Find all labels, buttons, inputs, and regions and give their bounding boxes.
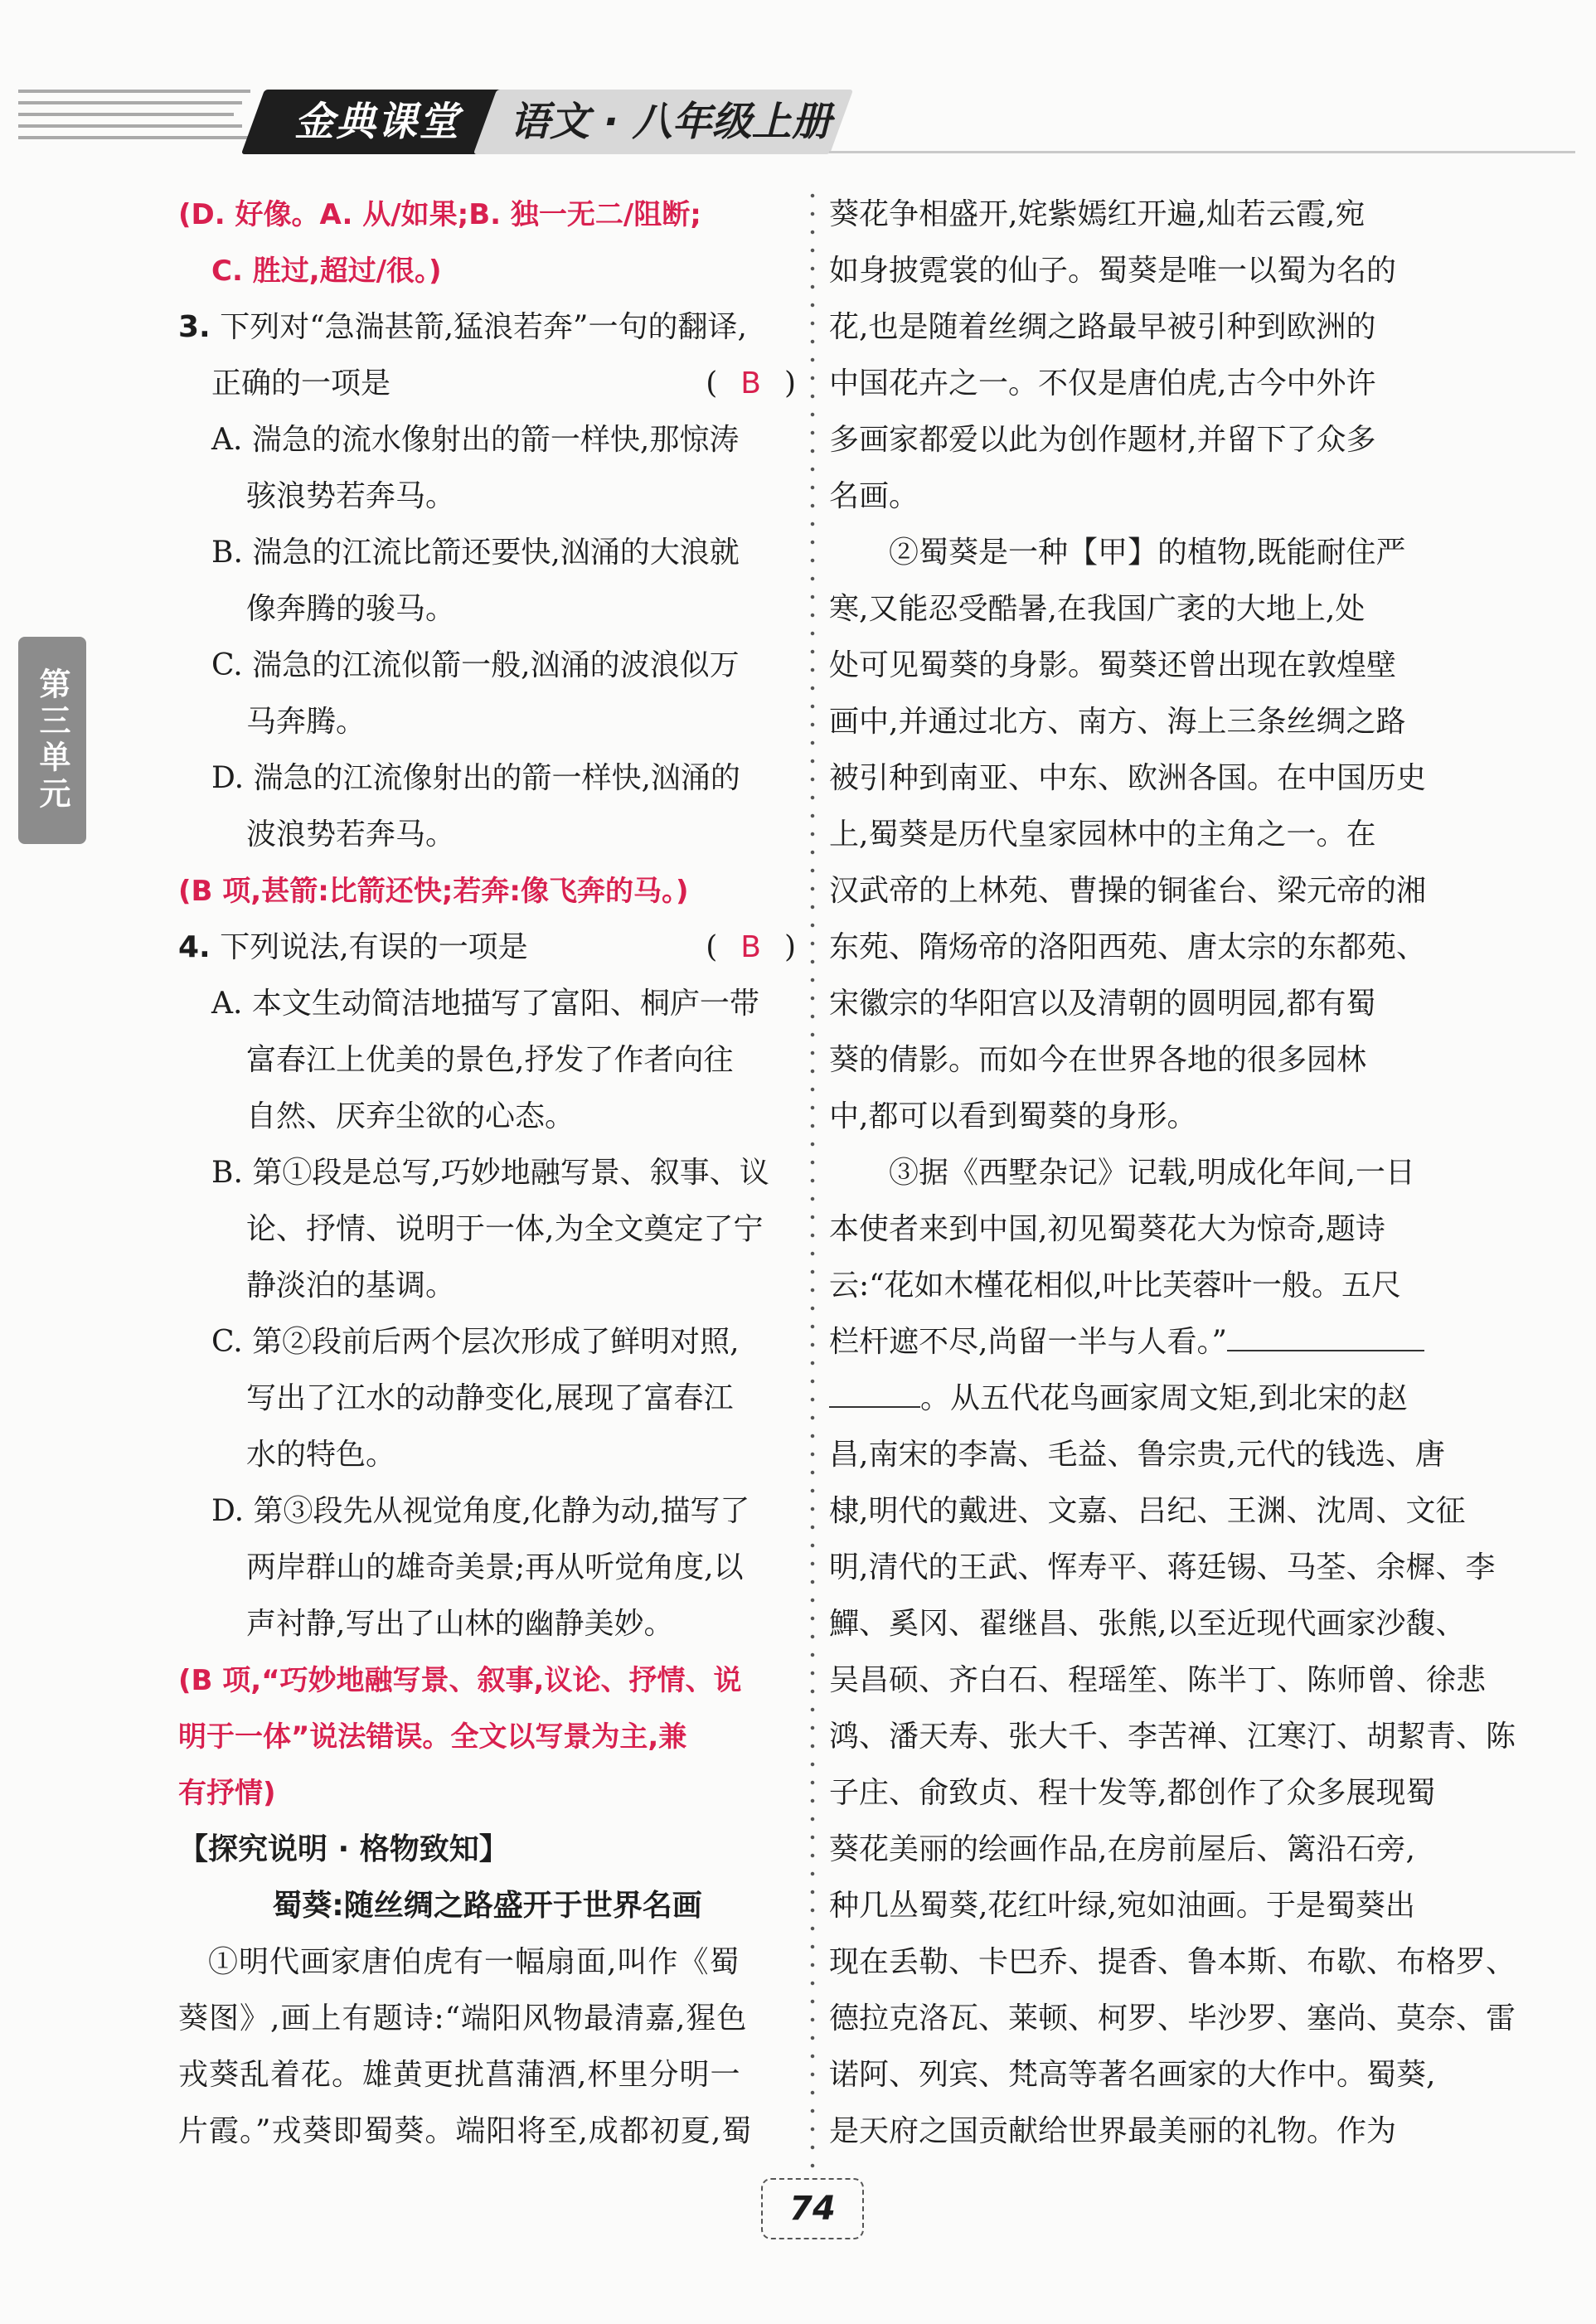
answer-note: 明于一体”说法错误。全文以写景为主,兼 [178, 1720, 687, 1754]
option-b-cont: 论、抒情、说明于一体,为全文奠定了宁 [246, 1212, 764, 1246]
text-line: 处可见蜀葵的身影。蜀葵还曾出现在敦煌壁 [829, 648, 1397, 682]
option-a: A. 本文生动简洁地描写了富阳、桐庐一带 [211, 987, 759, 1021]
option-d: D. 第③段先从视觉角度,化静为动,描写了 [211, 1494, 750, 1528]
text-line: 是天府之国贡献给世界最美丽的礼物。作为 [829, 2114, 1397, 2148]
text-line: 现在丢勒、卡巴乔、提香、鲁本斯、布歇、布格罗、 [829, 1945, 1516, 1979]
option-d: D. 湍急的江流像射出的箭一样快,汹涌的 [211, 761, 740, 795]
option-c: C. 湍急的江流似箭一般,汹涌的波浪似万 [211, 648, 740, 682]
option-a-cont: 富春江上优美的景色,抒发了作者向往 [246, 1043, 734, 1077]
option-d-cont: 两岸群山的雄奇美景;再从听觉角度,以 [246, 1550, 744, 1584]
text-line: 中国花卉之一。不仅是唐伯虎,古今中外许 [829, 366, 1376, 400]
right-column [829, 187, 1516, 2160]
question-number: 4. [178, 930, 211, 964]
question-stem: 下列对“急湍甚箭,猛浪若奔”一句的翻译, [220, 310, 747, 344]
text-line: 鱓、奚冈、翟继昌、张熊,以至近现代画家沙馥、 [829, 1607, 1466, 1641]
text-line: ①明代画家唐伯虎有一幅扇面,叫作《蜀 [208, 1945, 740, 1979]
option-c-cont: 写出了江水的动静变化,展现了富春江 [246, 1381, 734, 1415]
left-column [178, 187, 796, 2160]
text-line: 宋徽宗的华阳宫以及清朝的圆明园,都有蜀 [829, 987, 1376, 1021]
question-3 [178, 299, 796, 919]
option-b-cont: 像奔腾的骏马。 [246, 592, 456, 626]
unit-side-tab: 第三单元 [18, 637, 86, 844]
text-line: 画中,并通过北方、南方、海上三条丝绸之路 [829, 705, 1406, 739]
text-line: 花,也是随着丝绸之路最早被引种到欧洲的 [829, 310, 1376, 344]
text-line: 葵花争相盛开,姹紫嫣红开遍,灿若云霞,宛 [829, 197, 1366, 231]
option-a-cont: 骇浪势若奔马。 [246, 479, 456, 513]
text-line: 中,都可以看到蜀葵的身形。 [829, 1099, 1197, 1133]
header-decor-lines [18, 90, 267, 148]
text-line: 上,蜀葵是历代皇家园林中的主角之一。在 [829, 818, 1376, 851]
option-b: B. 湍急的江流比箭还要快,汹涌的大浪就 [211, 536, 740, 570]
text-line: 昌,南宋的李嵩、毛益、鲁宗贵,元代的钱选、唐 [829, 1438, 1445, 1472]
brand-badge: 金典课堂 [241, 90, 513, 154]
option-d-cont: 声衬静,写出了山林的幽静美妙。 [246, 1607, 674, 1641]
text-line: 明,清代的王武、恽寿平、蒋廷锡、马荃、余樨、李 [829, 1550, 1496, 1584]
column-divider [808, 187, 817, 2168]
answer-note: (D. 好像。A. 从/如果;B. 独一无二/阻断; [178, 198, 701, 231]
page-header [0, 0, 1596, 182]
option-b: B. 第①段是总写,巧妙地融写景、叙事、议 [211, 1156, 769, 1190]
text-line: ③据《西墅杂记》记载,明成化年间,一日 [889, 1156, 1415, 1190]
article-title: 蜀葵:随丝绸之路盛开于世界名画 [272, 1889, 702, 1923]
text-line: 寒,又能忍受酷暑,在我国广袤的大地上,处 [829, 592, 1366, 626]
text-line: 东苑、隋炀帝的洛阳西苑、唐太宗的东都苑、 [829, 930, 1427, 964]
text-line: 片霞。”戎葵即蜀葵。端阳将至,成都初夏,蜀 [178, 2114, 753, 2148]
text-line: 被引种到南亚、中东、欧洲各国。在中国历史 [829, 761, 1427, 795]
answer-note: 有抒情) [178, 1777, 276, 1810]
header-rule [829, 151, 1575, 153]
text-line: 子庄、俞致贞、程十发等,都创作了众多展现蜀 [829, 1776, 1436, 1810]
text-line-with-blank [829, 1371, 1476, 1427]
option-c-cont: 马奔腾。 [246, 705, 366, 739]
answer-bracket: ( B ) [706, 366, 796, 400]
section-heading: 【探究说明 · 格物致知】 [178, 1832, 509, 1866]
answer-letter: B [740, 366, 761, 400]
text-line: 葵的倩影。而如今在世界各地的很多园林 [829, 1043, 1367, 1077]
text-line: 鸿、潘天寿、张大千、李苦禅、江寒汀、胡絜青、陈 [829, 1720, 1516, 1754]
question-stem: 下列说法,有误的一项是 [220, 930, 528, 964]
text-line: 。从五代花鸟画家周文矩,到北宋的赵 [920, 1381, 1408, 1415]
question-stem: 正确的一项是 [211, 366, 391, 400]
text-line: 如身披霓裳的仙子。蜀葵是唯一以蜀为名的 [829, 254, 1397, 288]
subject-badge: 语文 · 八年级上册 [473, 90, 853, 154]
text-line: ②蜀葵是一种【甲】的植物,既能耐住严 [889, 536, 1406, 570]
option-a-cont: 自然、厌弃尘欲的心态。 [246, 1099, 575, 1133]
option-b-cont: 静淡泊的基调。 [246, 1269, 456, 1303]
text-line: 汉武帝的上林苑、曹操的铜雀台、梁元帝的湘 [829, 874, 1427, 908]
text-line: 吴昌硕、齐白石、程瑶笙、陈半丁、陈师曾、徐悲 [829, 1663, 1487, 1697]
text-line: 本使者来到中国,初见蜀葵花大为惊奇,题诗 [829, 1212, 1385, 1246]
option-c: C. 第②段前后两个层次形成了鲜明对照, [211, 1325, 740, 1359]
text-line: 栏杆遮不尽,尚留一半与人看。” [829, 1325, 1227, 1359]
article-paragraph-1 [178, 1934, 796, 2160]
page-number: 74 [761, 2178, 864, 2239]
text-line: 云:“花如木槿花相似,叶比芙蓉叶一般。五尺 [829, 1269, 1401, 1303]
text-line-with-blank [829, 1314, 1476, 1371]
text-line: 葵图》,画上有题诗:“端阳风物最清嘉,猩色 [178, 2001, 748, 2035]
text-line: 名画。 [829, 479, 919, 513]
text-line: 戎葵乱着花。雄黄更扰菖蒲酒,杯里分明一 [178, 2058, 741, 2092]
answer-note: (B 项,“巧妙地融写景、叙事,议论、抒情、说 [178, 1664, 742, 1697]
answer-note: (B 项,甚箭:比箭还快;若奔:像飞奔的马。) [178, 875, 689, 908]
answer-letter: B [740, 930, 761, 964]
question-number: 3. [178, 310, 211, 344]
text-line: 葵花美丽的绘画作品,在房前屋后、篱沿石旁, [829, 1832, 1415, 1866]
text-line: 棣,明代的戴进、文嘉、吕纪、王渊、沈周、文征 [829, 1494, 1466, 1528]
text-line: 多画家都爱以此为创作题材,并留下了众多 [829, 423, 1376, 457]
text-line: 种几丛蜀葵,花红叶绿,宛如油画。于是蜀葵出 [829, 1889, 1415, 1923]
fill-blank[interactable] [1227, 1325, 1424, 1351]
option-a: A. 湍急的流水像射出的箭一样快,那惊涛 [211, 423, 740, 457]
text-line: 德拉克洛瓦、莱顿、柯罗、毕沙罗、塞尚、莫奈、雷 [829, 2001, 1516, 2035]
option-d-cont: 波浪势若奔马。 [246, 818, 456, 851]
answer-note: C. 胜过,超过/很。) [211, 255, 442, 288]
answer-bracket: ( B ) [706, 930, 796, 964]
fill-blank[interactable] [829, 1381, 920, 1408]
text-line: 诺阿、列宾、梵高等著名画家的大作中。蜀葵, [829, 2058, 1436, 2092]
question-4 [178, 919, 796, 1822]
option-c-cont: 水的特色。 [246, 1438, 396, 1472]
